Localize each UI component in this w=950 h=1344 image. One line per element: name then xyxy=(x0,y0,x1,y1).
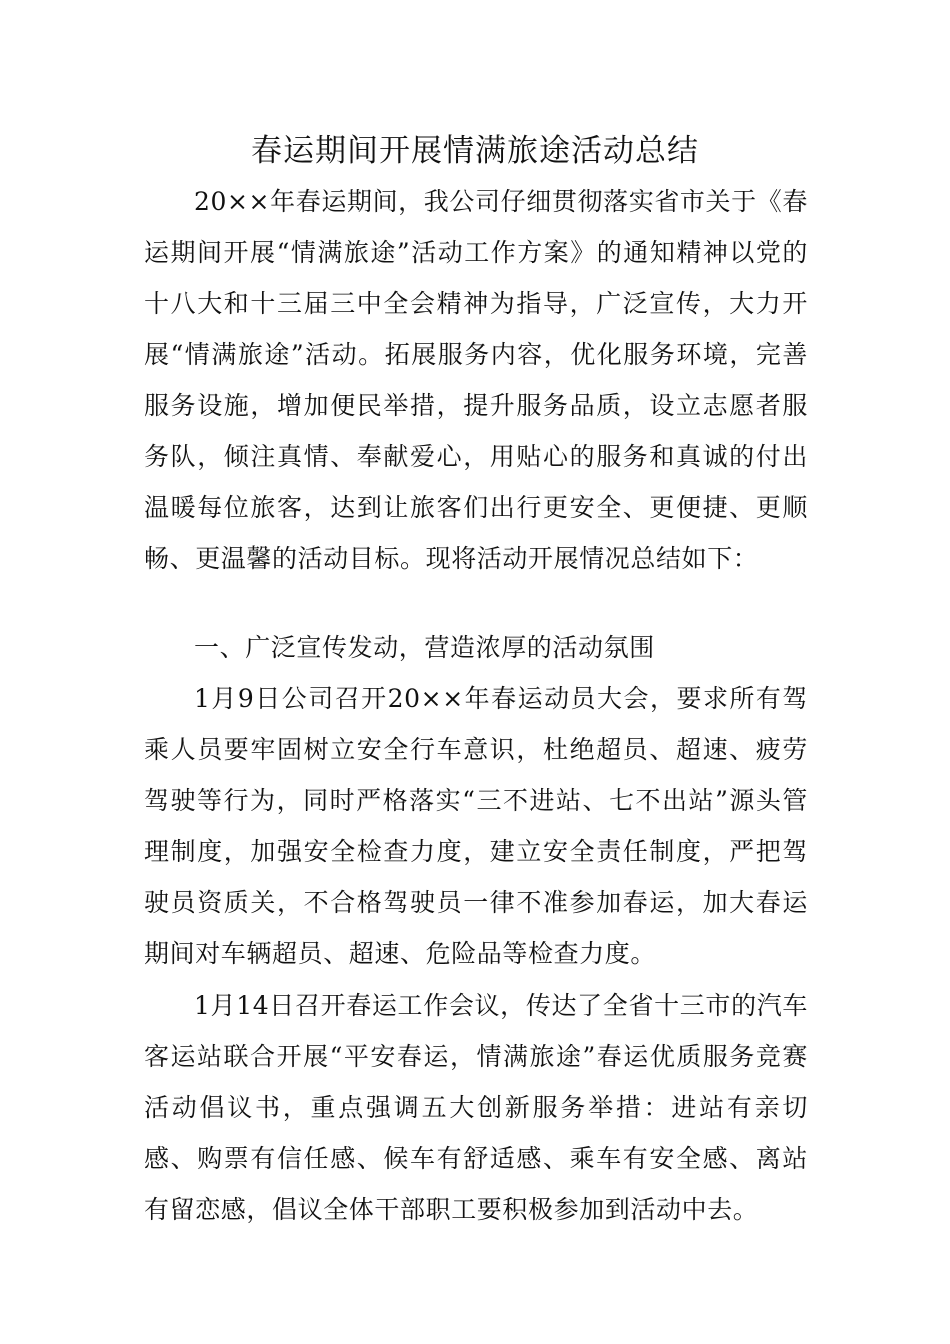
paragraph-text: 1月9日公司召开20××年春运动员大会，要求所有驾乘人员要牢固树立安全行车意识，杜绝超员、超速、疲劳驾驶等行为，同时严格落实“三不进站、七不出站”源头管理制度，加强安全检查力度，建立安全责任制度，严把驾驶员资质关，不合格驾驶员一律不准参加春运，加大春运期间对车辆超员、超速、危险品等检查力度。 xyxy=(144,684,808,968)
paragraph-mobilization-meeting xyxy=(144,673,808,979)
paragraph-text: 1月14日召开春运工作会议，传达了全省十三市的汽车客运站联合开展“平安春运，情满旅途”春运优质服务竞赛活动倡议书，重点强调五大创新服务举措：进站有亲切感、购票有信任感、候车有舒适感、乘车有安全感、离站有留恋感，倡议全体干部职工要积极参加到活动中去。 xyxy=(144,991,808,1224)
section-heading-text: 一、广泛宣传发动，营造浓厚的活动氛围 xyxy=(194,633,655,662)
section-heading-1 xyxy=(144,622,808,673)
paragraph-intro xyxy=(144,176,808,584)
paragraph-text: 20××年春运期间，我公司仔细贯彻落实省市关于《春运期间开展“情满旅途”活动工作方案》的通知精神以党的十八大和十三届三中全会精神为指导，广泛宣传，大力开展“情满旅途”活动。拓展服务内容，优化服务环境，完善服务设施，增加便民举措，提升服务品质，设立志愿者服务队，倾注真情、奉献爱心，用贴心的服务和真诚的付出温暖每位旅客，达到让旅客们出行更安全、更便捷、更顺畅、更温馨的活动目标。现将活动开展情况总结如下： xyxy=(144,187,808,573)
document-title: 春运期间开展情满旅途活动总结 xyxy=(251,133,699,169)
paragraph-work-meeting xyxy=(144,980,808,1235)
